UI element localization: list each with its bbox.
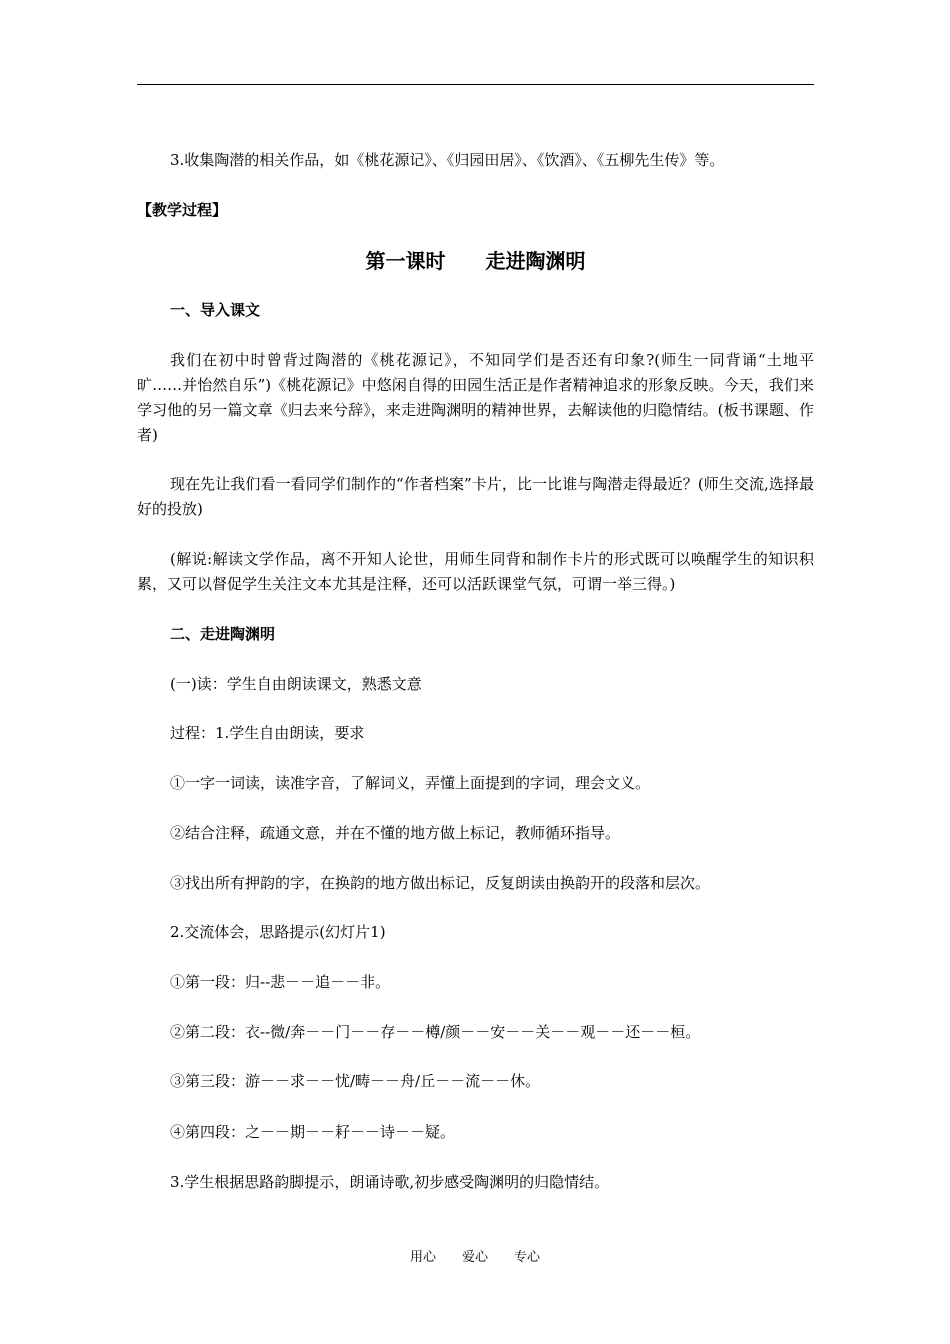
intro-paragraph: 我们在初中时曾背过陶潜的《桃花源记》，不知同学们是否还有印象?(师生一同背诵“土地平旷……并怡然自乐”)《桃花源记》中悠闲自得的田园生活正是作者精神追求的形象反映。今天，我们来学习他的另一篇文章《归去来兮辞》，来走进陶渊明的精神世界，去解读他的归隐情结。(板书课题、作者) <box>137 351 814 444</box>
page-footer: 用心 爱心 专心 <box>409 1250 540 1265</box>
requirement-3: ③找出所有押韵的字，在换韵的地方做出标记，反复朗读由换韵开的段落和层次。 <box>170 874 711 892</box>
process-step-2: 2.交流体会，思路提示(幻灯片1) <box>170 923 386 941</box>
reading-step-title: (一)读：学生自由朗读课文，熟悉文意 <box>170 675 422 693</box>
page-title: 第一课时 走进陶渊明 <box>365 249 586 273</box>
header-rule <box>137 84 814 85</box>
requirement-1: ①一字一词读，读准字音，了解词义，弄懂上面提到的字词，理会文义。 <box>170 774 651 792</box>
requirement-2: ②结合注释，疏通文意，并在不懂的地方做上标记，教师循环指导。 <box>170 824 621 842</box>
process-step-1: 过程：1.学生自由朗读，要求 <box>170 724 365 742</box>
rhyme-paragraph-3: ③第三段：游－－求－－忧/畴－－舟/丘－－流－－休。 <box>170 1072 541 1090</box>
commentary-paragraph: (解说:解读文学作品，离不开知人论世，用师生同背和制作卡片的形式既可以唤醒学生的知识积累，又可以督促学生关注文本尤其是注释，还可以活跃课堂气氛，可谓一举三得。) <box>137 550 814 593</box>
section-label-teaching-process: 【教学过程】 <box>137 201 228 219</box>
rhyme-paragraph-4: ④第四段：之－－期－－耔－－诗－－疑。 <box>170 1123 456 1141</box>
section-heading-approach: 二、走进陶渊明 <box>170 625 276 643</box>
process-step-3: 3.学生根据思路韵脚提示，朗诵诗歌,初步感受陶渊明的归隐情结。 <box>170 1173 610 1191</box>
rhyme-paragraph-2: ②第二段：衣--微/奔－－门－－存－－樽/颜－－安－－关－－观－－还－－桓。 <box>170 1023 701 1041</box>
section-heading-intro: 一、导入课文 <box>170 301 261 319</box>
author-card-paragraph: 现在先让我们看一看同学们制作的“作者档案”卡片，比一比谁与陶潜走得最近？(师生交流,选择最好的投放) <box>137 475 814 518</box>
prep-item-3: 3.收集陶潜的相关作品，如《桃花源记》、《归园田居》、《饮酒》、《五柳先生传》等。 <box>170 151 725 169</box>
rhyme-paragraph-1: ①第一段：归--悲－－追－－非。 <box>170 973 391 991</box>
